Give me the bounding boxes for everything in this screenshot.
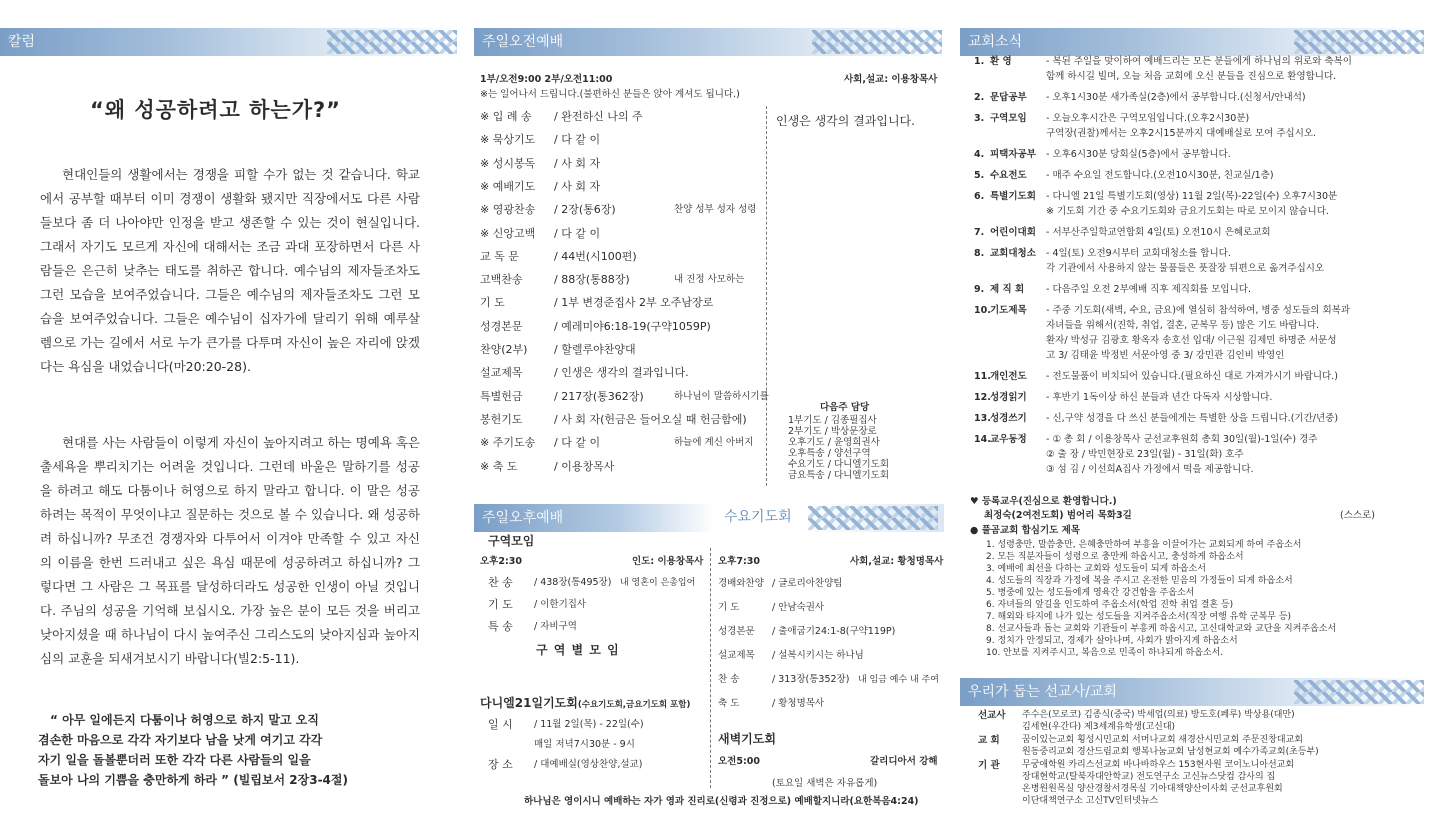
header-decoration — [1294, 30, 1424, 54]
news-line: - 다니엘 21일 특별기도회(영상) 11월 2일(목)-22일(수) 오후7시30분 — [1046, 191, 1338, 202]
order-value: / 217장(통362장) — [554, 389, 644, 403]
order-value: / 1부 변경준집사 2부 오주남장로 — [554, 296, 714, 310]
order-label: 특별헌금 — [480, 389, 523, 403]
news-label: 교회대청소 — [990, 248, 1036, 259]
quote-line-4: 돌보아 나의 기쁨을 충만하게 하라 ” (빌립보서 2장3-4절) — [38, 773, 348, 787]
order-label: 찬양(2부) — [480, 343, 528, 356]
order-value: / 44번(시100편) — [554, 249, 637, 263]
order-label: 찬 송 — [488, 576, 513, 589]
order-value: / 안남숙권사 — [772, 602, 825, 613]
order-hymn-title: 하늘에 계신 아버지 — [674, 437, 754, 449]
news-line: - 오후6시30분 당회실(5층)에서 공부합니다. — [1046, 149, 1231, 160]
standing-note: ※는 일어나서 드립니다.(불편하신 분들은 앉아 계셔도 됩니다.) — [480, 89, 740, 100]
news-line: - 오후1시30분 새가족실(2층)에서 공부합니다.(신청서/안내석) — [1046, 92, 1306, 103]
next-week-row: 2부기도 / 박상문장로 — [788, 426, 877, 437]
prayer-item: 5. 병중에 있는 성도들에게 영육간 강건함을 주옵소서 — [986, 588, 1195, 598]
order-label: 기 도 — [488, 598, 513, 611]
news-header — [960, 28, 1430, 56]
news-label: 기도제목 — [990, 305, 1027, 316]
morning-header — [474, 28, 948, 56]
mission-label: 기 관 — [978, 760, 1000, 771]
mission-label: 교 회 — [978, 735, 1000, 746]
order-value: / 313장(통352장) — [772, 674, 850, 685]
order-value: / 황청명목사 — [772, 698, 825, 709]
order-label: ※ 성시봉독 — [480, 156, 536, 170]
prayer-item: 8. 선교사들과 돕는 교회와 기관들이 부흥케 하옵시고, 고신대학교와 교단을 지켜주옵소서 — [986, 624, 1337, 634]
order-value: / 다 같 이 — [554, 436, 601, 450]
order-label: 설교제목 — [480, 366, 523, 380]
order-label: ※ 주기도송 — [480, 436, 536, 450]
mission-line: 꿈이있는교회 횡성시민교회 서머나교회 새경산시민교회 주문진창대교회 — [1022, 735, 1303, 745]
prayer-item: 3. 예배에 최선을 다하는 교회와 성도들이 되게 하옵소서 — [986, 564, 1206, 574]
mission-line: 김세현(우간다) 제3세계유학생(고신대) — [1022, 722, 1176, 732]
order-label: ※ 신앙고백 — [480, 226, 536, 240]
news-line: - 후반기 1독이상 하신 분들과 년간 다독자 시상합니다. — [1046, 392, 1273, 403]
order-value: / 11월 2일(목) - 22일(수) — [534, 719, 644, 730]
order-value: / 사 회 자 — [554, 179, 601, 193]
mission-line: 장대현학교(탈북자대안학교) 전도연구소 고신뉴스닷컴 감사의 집 — [1022, 772, 1276, 782]
order-value: / 사 회 자 — [554, 156, 601, 170]
order-value: / 438장(통495장) — [534, 577, 612, 588]
news-label: 환 영 — [990, 56, 1012, 67]
mission-line: 무궁애학원 카리스선교회 바나바하우스 153현사원 코이노니아선교회 — [1022, 760, 1295, 770]
afternoon-time: 오후2:30 — [480, 556, 522, 567]
order-hymn-title: 내 임금 예수 내 주여 — [858, 675, 939, 685]
order-label: 일 시 — [488, 718, 513, 731]
mission-panel — [960, 674, 1430, 826]
afternoon-header — [474, 504, 714, 532]
news-line: 고 3/ 김태윤 박정빈 서문아영 중 3/ 강민관 김인비 박영인 — [1046, 350, 1285, 361]
mission-label: 선교사 — [978, 710, 1006, 721]
sermon-title-highlight: 인생은 생각의 결과입니다. — [776, 114, 915, 128]
order-hymn-title: 하나님이 말씀하시기를 — [674, 390, 769, 402]
order-label: 경배와찬양 — [718, 578, 764, 589]
afternoon-sub: 구역모임 — [488, 534, 535, 548]
news-number: 10. — [974, 305, 991, 316]
prayer-title: ● 풀곰교회 합심기도 제목 — [970, 525, 1080, 536]
order-label: 장 소 — [488, 758, 513, 771]
mission-line: 온병원원목실 양산경찰서경목실 기아대책양산이사회 군선교후원회 — [1022, 784, 1283, 794]
order-value: / 다 같 이 — [554, 226, 601, 240]
news-line: - 다음주일 오전 2부예배 직후 제직회를 모입니다. — [1046, 284, 1251, 295]
prayer-item: 7. 해외와 타지에 나가 있는 성도들을 지켜주옵소서(직장 여행 유학 군복무 등) — [986, 612, 1292, 622]
next-week-row: 1부기도 / 김종필집사 — [788, 415, 877, 426]
news-line: - 주중 기도회(새벽, 수요, 금요)에 열심히 참석하여, 병중 성도들의 회복과 — [1046, 305, 1351, 316]
news-line: - 매주 수요일 전도합니다.(오전10시30분, 친교실/1층) — [1046, 170, 1274, 181]
dawn-note: (토요일 새벽은 자유롭게) — [772, 778, 878, 789]
header-decoration — [812, 30, 942, 54]
divider — [710, 548, 711, 788]
order-value: / 88장(통88장) — [554, 273, 630, 287]
order-value: / 자비구역 — [534, 621, 577, 632]
quote-line-2: 겸손한 마음으로 각각 자기보다 남을 낫게 여기고 각각 — [38, 733, 323, 747]
news-line: - ① 총 회 / 이용창목사 군선교후원회 총회 30일(월)-1일(수) 경주 — [1046, 434, 1318, 445]
news-label: 특별기도회 — [990, 191, 1036, 202]
order-hymn-title: 내 영혼이 은총입어 — [620, 578, 696, 588]
prayer-item: 10. 안보를 지켜주시고, 복음으로 민족이 하나되게 하옵소서. — [986, 648, 1224, 658]
order-label: 축 도 — [718, 698, 740, 709]
news-number: 13. — [974, 413, 991, 424]
order-label: 교 독 문 — [480, 249, 519, 263]
quote-line-1: “ 아무 일에든지 다툼이나 허영으로 하지 말고 오직 — [50, 713, 319, 727]
order-label: ※ 영광찬송 — [480, 203, 536, 217]
news-number: 1. — [974, 56, 985, 67]
prayer-item: 9. 정치가 안정되고, 경제가 살아나며, 사회가 밝아지게 하옵소서 — [986, 636, 1238, 646]
afternoon-leader: 인도: 이용창목사 — [632, 556, 704, 567]
news-label: 어린이대회 — [990, 227, 1036, 238]
order-label: ※ 축 도 — [480, 459, 518, 473]
news-line: 환자/ 박성규 김광호 황옥자 송호선 입대/ 이근원 김제민 하명준 서문성 — [1046, 335, 1337, 346]
news-number: 7. — [974, 227, 985, 238]
news-number: 12. — [974, 392, 991, 403]
column-header — [0, 28, 463, 56]
service-leader: 사회,설교: 이용창목사 — [844, 74, 938, 85]
wednesday-header-label: 수요기도회 — [724, 509, 792, 525]
news-number: 8. — [974, 248, 985, 259]
news-label: 문답공부 — [990, 92, 1027, 103]
group-meeting: 구 역 별 모 임 — [536, 643, 620, 657]
order-value: / 글로리아찬양팀 — [772, 578, 843, 589]
news-label: 수요전도 — [990, 170, 1027, 181]
order-value: / 사 회 자(헌금은 들어오실 때 헌금함에) — [554, 412, 747, 426]
order-label: 봉헌기도 — [480, 412, 523, 426]
column-title: “왜 성공하려고 하는가?” — [90, 98, 341, 122]
order-label: 성경본문 — [718, 626, 755, 637]
order-value: / 인생은 생각의 결과입니다. — [554, 366, 689, 380]
order-value: / 대예배실(영상찬양,설교) — [534, 759, 643, 770]
order-value: / 완전하신 나의 주 — [554, 110, 643, 123]
news-line: - 서부산주일학교연합회 4일(토) 오전10시 은혜로교회 — [1046, 227, 1271, 238]
morning-header-label: 주일오전예배 — [482, 34, 564, 50]
news-line: - 복된 주일을 맞이하여 예배드리는 모든 분들에게 하나님의 위로와 축복이 — [1046, 56, 1352, 67]
next-week-row: 오후기도 / 윤영희권사 — [788, 437, 880, 448]
news-line: - 신,구약 성경을 다 쓰신 분들에게는 특별한 상을 드립니다.(기간/년중) — [1046, 413, 1339, 424]
next-week-row: 수요기도 / 다니엘기도회 — [788, 459, 890, 470]
news-label: 피택자공부 — [990, 149, 1036, 160]
news-number: 6. — [974, 191, 985, 202]
news-line: - 오늘오후시간은 구역모임입니다.(오후2시30분) — [1046, 113, 1250, 124]
order-value: / 다 같 이 — [554, 133, 601, 147]
news-label: 성경읽기 — [990, 392, 1027, 403]
order-label: 성경본문 — [480, 319, 523, 333]
news-number: 9. — [974, 284, 985, 295]
order-label: ※ 묵상기도 — [480, 133, 536, 147]
news-label: 제 직 회 — [990, 284, 1025, 295]
prayer-item: 6. 자녀들의 앞길을 인도하여 주옵소서(학업 진학 취업 결혼 등) — [986, 600, 1234, 610]
header-decoration — [327, 30, 457, 54]
news-line: ③ 섬 김 / 이선희A집사 가정에서 떡을 제공합니다. — [1046, 464, 1254, 475]
news-label: 개인전도 — [990, 371, 1027, 382]
dawn-time: 오전5:00 — [718, 756, 760, 767]
footer-verse: 하나님은 영이시니 예배하는 자가 영과 진리로(신령과 진정으로) 예배할지니라(요한복음4:24) — [524, 796, 919, 807]
header-decoration — [1294, 680, 1424, 704]
afternoon-header-label: 주일오후예배 — [482, 510, 564, 526]
quote-line-3: 자기 일을 돌볼뿐더러 또한 각각 다른 사람들의 일을 — [38, 753, 311, 767]
news-line: ※ 기도회 기간 중 수요기도회와 금요기도회는 따로 모이지 않습니다. — [1046, 206, 1329, 217]
order-hymn-title: 찬양 성부 성자 성령 — [674, 204, 757, 216]
news-label: 성경쓰기 — [990, 413, 1027, 424]
column-paragraph-1: 현대인들의 생활에서는 경쟁을 피할 수가 없는 것 같습니다. 학교에서 공부할 때부터 이미 경쟁이 생활화 됐지만 직장에서도 다른 사람들보다 좀 더 나아야만 인정을 받고 생존할 수 있는 것이 현실입니다. 그래서 자기도 모르게 자신에 대해서는 조금 과대 포장하면서 다른 사람들은 은근히 낮추는 태도를 취하곤 합니다. 예수님의 제자들조차도 그런 모습을 보여주었습니다. 그들은 예수님의 제자들조차도 그런 모습을 보여주었습니다. 그들은 예수님이 십자가에 달리기 위해 예루살렘으로 가는 길에서 서로 누가 큰가를 다투며 자신이 높은 자리에 앉겠다는 욕심을 내었습니다(마20:20-28). — [40, 167, 420, 374]
church-news-panel — [960, 22, 1430, 672]
next-week-row: 오후특송 / 양선구역 — [788, 448, 871, 459]
order-label: ※ 입 례 송 — [480, 110, 532, 123]
wednesday-header-decoration — [804, 504, 944, 532]
next-week-row: 금요특송 / 다니엘기도회 — [788, 470, 890, 481]
mission-header-label: 우리가 돕는 선교사/교회 — [968, 684, 1117, 700]
daniel-note: (수요기도회,금요기도회 포함) — [577, 700, 691, 710]
morning-service-panel — [474, 22, 948, 492]
wednesday-leader: 사회,설교: 황청명목사 — [850, 556, 944, 567]
register-note: (스스로) — [1340, 510, 1375, 521]
news-label: 교우동정 — [990, 434, 1027, 445]
order-value: / 이용창목사 — [554, 459, 615, 473]
dawn-place: 갈리디아서 강해 — [870, 756, 938, 767]
column-panel — [0, 26, 463, 826]
order-value: / 설복시키시는 하나님 — [772, 650, 864, 661]
afternoon-wednesday-panel — [474, 496, 948, 826]
order-label: 기 도 — [718, 602, 740, 613]
wednesday-time: 오후7:30 — [718, 556, 760, 567]
news-number: 11. — [974, 371, 991, 382]
order-value: / 2장(통6장) — [554, 203, 616, 217]
news-number: 5. — [974, 170, 985, 181]
divider — [766, 106, 767, 486]
news-label: 구역모임 — [990, 113, 1027, 124]
dawn-title: 새벽기도회 — [718, 732, 776, 746]
daniel-title-text: 다니엘21일기도회 — [480, 696, 578, 710]
order-value: / 할렐루야찬양대 — [554, 343, 636, 356]
news-line: ② 출 장 / 박민현장로 23일(월) - 31일(화) 호주 — [1046, 449, 1244, 460]
column-header-label: 칼럼 — [8, 34, 36, 50]
mission-line: 주수은(모로코) 김종식(중국) 박세업(의료) 방도호(페루) 박상용(대만) — [1022, 710, 1295, 720]
column-paragraph-2: 현대를 사는 사람들이 이렇게 자신이 높아지려고 하는 명예욕 혹은 출세욕을 뿌리치기는 어려울 것입니다. 그런데 바울은 말하기를 성공을 하려고 해도 다툼이나 허영으로 하지 말라고 합니다. 이 말은 성공하려는 목적이 무엇이냐고 질문하는 것으로 볼 수 있습니다. 왜 성공하려 하십니까? 무조건 경쟁자와 다투어서 이겨야 만족할 수 있고 자신의 이름을 한번 드러내고 싶은 욕심 때문에 성공하려고 하십니까? 그렇다면 그 사람은 그 목표를 달성하더라도 성공한 인생이 아닐 것입니다. 주님의 성공을 기억해 보십시오. 가장 높은 분이 모든 것을 버리고 낮아지셨을 때 하나님이 다시 높여주신 그리스도의 낮아지심과 높아지심의 교훈을 되새겨보시기 바랍니다(빌2:5-11). — [40, 435, 420, 666]
order-value: / 출애굽기24:1-8(구약119P) — [772, 626, 896, 637]
news-line: 자녀들을 위해서(진학, 취업, 결혼, 군복무 등) 많은 기도 바랍니다. — [1046, 320, 1320, 331]
register-name: 최정숙(2여전도회) 범어리 목화3길 — [984, 510, 1132, 521]
news-number: 2. — [974, 92, 985, 103]
order-value: / 이한기집사 — [534, 599, 587, 610]
mission-header — [960, 678, 1430, 706]
order-value: 매일 저녁7시30분 - 9시 — [534, 739, 635, 750]
news-line: 구역장(권찰)께서는 오후2시15분까지 대예배실로 모여 주십시오. — [1046, 128, 1317, 139]
news-line: - 전도물품이 비치되어 있습니다.(필요하신 대로 가져가시기 바랍니다.) — [1046, 371, 1338, 382]
prayer-item: 4. 성도들의 직장과 가정에 복을 주시고 온전한 믿음의 가정들이 되게 하옵소서 — [986, 576, 1293, 586]
order-label: 기 도 — [480, 296, 505, 310]
order-label: 찬 송 — [718, 674, 740, 685]
news-line: 함께 하시길 빌며, 오늘 처음 교회에 오신 분들을 진심으로 환영합니다. — [1046, 71, 1337, 82]
prayer-item: 1. 성령충만, 말씀충만, 은혜충만하여 부흥을 이끌어가는 교회되게 하여 주옵소서 — [986, 540, 1302, 550]
news-line: 각 기관에서 사용하지 않는 물품들은 풋잘장 뒤편으로 옮겨주십시오 — [1046, 263, 1325, 274]
news-number: 4. — [974, 149, 985, 160]
header-decoration — [808, 506, 938, 530]
news-number: 14. — [974, 434, 991, 445]
order-label: 설교제목 — [718, 650, 755, 661]
mission-line: 원동중리교회 경산드림교회 행복나눔교회 남성현교회 예수가족교회(초등부) — [1022, 747, 1319, 757]
order-hymn-title: 내 진정 사모하는 — [674, 274, 745, 286]
order-value: / 예레미야6:18-19(구약1059P) — [554, 319, 711, 333]
order-label: 고백찬송 — [480, 273, 523, 287]
service-times: 1부/오전9:00 2부/오전11:00 — [480, 74, 613, 85]
news-line: - 4일(토) 오전9시부터 교회대청소를 합니다. — [1046, 248, 1231, 259]
mission-line: 이단대책연구소 고신TV인터넷뉴스 — [1022, 796, 1159, 806]
daniel-title — [480, 696, 690, 712]
news-header-label: 교회소식 — [968, 34, 1023, 50]
news-number: 3. — [974, 113, 985, 124]
prayer-item: 2. 모든 직분자들이 성령으로 충만케 하옵시고, 충성하게 하옵소서 — [986, 552, 1244, 562]
register-title: ♥ 등록교우(진심으로 환영합니다.) — [970, 496, 1117, 507]
order-label: 특 송 — [488, 620, 513, 633]
next-week-title: 다음주 담당 — [820, 402, 870, 413]
order-label: ※ 예배기도 — [480, 179, 536, 193]
